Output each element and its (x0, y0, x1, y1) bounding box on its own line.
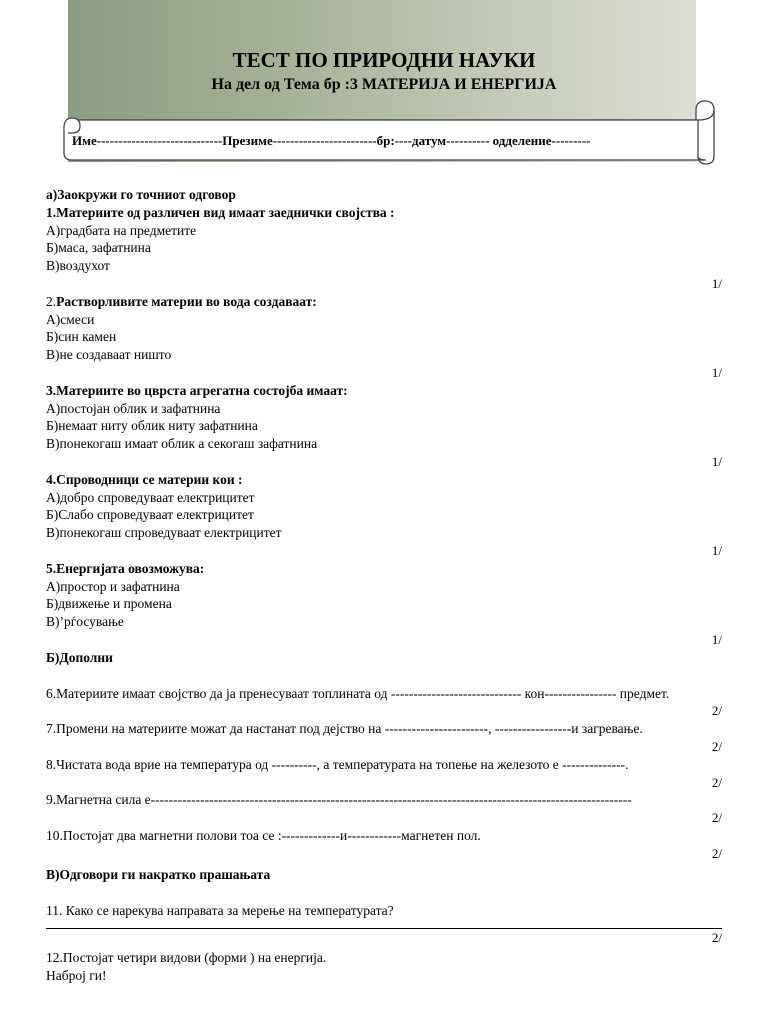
question-12: 12.Постојат четири видови (форми ) на енергија. (46, 949, 327, 965)
section-b-heading: Б)Дополни (46, 649, 113, 665)
question-4: 4.Спроводници се материи кои : (46, 471, 243, 487)
q2-number: 2. (46, 293, 57, 309)
q7-score: 2/ (711, 738, 722, 754)
q1-option-b: Б)маса, зафатнина (46, 240, 151, 256)
q5-score: 1/ (711, 631, 722, 647)
test-title: ТЕСТ ПО ПРИРОДНИ НАУКИ (232, 48, 536, 72)
question-5: 5.Енергијата овозможува: (46, 560, 205, 576)
q3-option-b: Б)немаат ниту облик ниту зафатнина (46, 418, 258, 434)
question-8: 8.Чистата вода врие на температура од ----------, а температурата на топење на железото е --------------. (46, 756, 629, 772)
question-10: 10.Постојат два магнетни полови тоа се :-------------и------------магнетен пол. (46, 827, 481, 843)
q1-option-c: В)воздухот (46, 258, 110, 274)
q2-option-a: А)смеси (46, 311, 95, 327)
q10-score: 2/ (711, 845, 722, 861)
student-info-line: Име-----------------------------Презиме------------------------бр:----датум---------- одделение--------- (72, 133, 591, 148)
q9-score: 2/ (711, 810, 722, 826)
q8-score: 2/ (711, 774, 722, 790)
question-11: 11. Како се нарекува направата за мерење на температурата? (46, 903, 394, 919)
q3-option-c: В)понекогаш имаат облик а секогаш зафатнина (46, 436, 318, 452)
question-9: 9.Магнетна сила е----------------------------------------------------------------------------------------------------------- (46, 792, 632, 808)
q12-instruction: Наброј ги! (46, 967, 107, 983)
question-6: 6.Материите имаат својство да ја пренесуваат топлината од ----------------------------- кон---------------- предмет. (46, 685, 670, 701)
q4-option-c: В)понекогаш спроведуваат електрицитет (46, 525, 282, 541)
q5-option-c: В)’рѓосување (46, 614, 124, 630)
q2-option-c: В)не создаваат ништо (46, 347, 172, 363)
section-a-heading: а)Заокружи го точниот одговор (46, 187, 236, 202)
q2-text: Растворливите материи во вода создаваат: (56, 293, 317, 309)
question-3: 3.Материите во цврста агрегатна состојба имаат: (46, 382, 348, 398)
q4-option-a: А)добро спроведуваат електрицитет (46, 489, 255, 505)
q6-score: 2/ (711, 703, 722, 719)
q5-option-a: А)простор и зафатнина (46, 578, 180, 594)
q2-option-b: Б)син камен (46, 329, 117, 345)
test-subtitle: На дел од Тема бр :3 МАТЕРИЈА И ЕНЕРГИЈА (211, 76, 557, 93)
question-1: 1.Материите од различен вид имаат заеднички својства : (46, 204, 395, 220)
q2-score: 1/ (711, 364, 722, 380)
q11-score: 2/ (711, 930, 722, 946)
q4-option-b: Б)Слабо спроведуваат електрицитет (46, 507, 254, 523)
section-c-heading: В)Одговори ги накратко прашањата (46, 867, 271, 883)
q3-option-a: А)постојан облик и зафатнина (46, 400, 221, 416)
q5-option-b: Б)движење и промена (46, 596, 172, 612)
test-content (46, 186, 722, 984)
q3-score: 1/ (711, 453, 722, 469)
question-7: 7.Промени на материите можат да настанат под дејство на -----------------------, -----------------и загревање. (46, 721, 643, 737)
q1-option-a: А)градбата на предметите (46, 222, 197, 238)
question-2 (46, 293, 722, 311)
q4-score: 1/ (711, 542, 722, 558)
q1-score: 1/ (711, 275, 722, 291)
